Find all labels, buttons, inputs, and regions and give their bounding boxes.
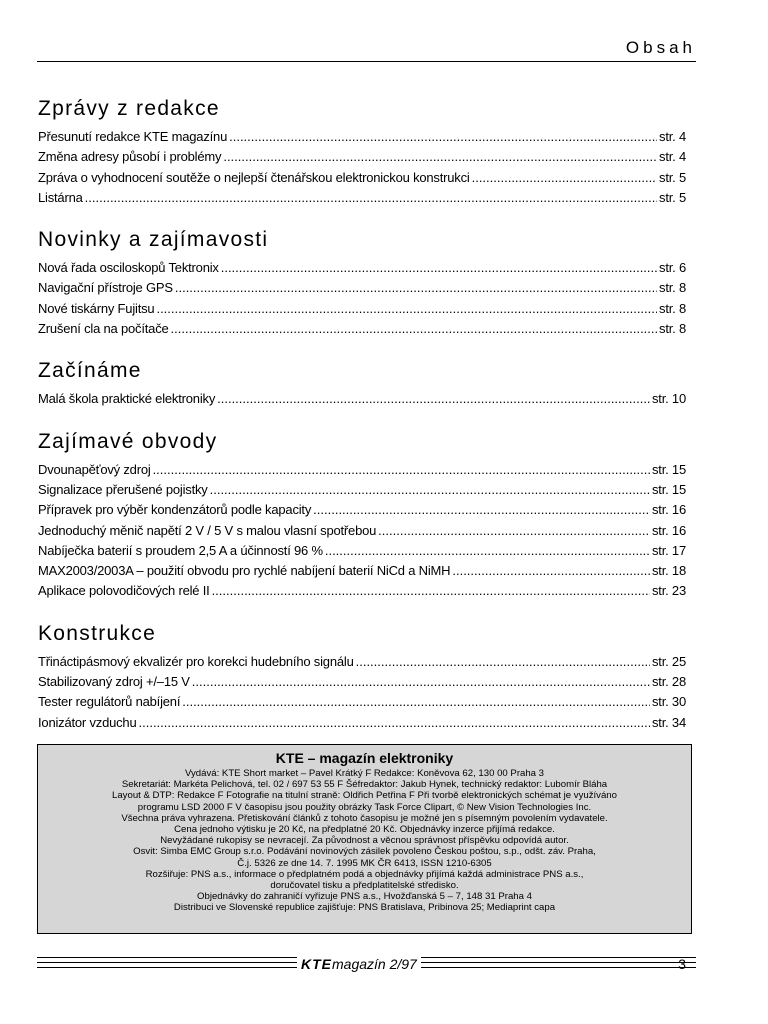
toc-entry[interactable]	[38, 561, 686, 581]
toc-entry[interactable]	[38, 127, 686, 147]
toc-entry[interactable]	[38, 389, 686, 409]
dot-leader	[153, 460, 650, 480]
imprint-line: Sekretariát: Markéta Pelichová, tel. 02 / 697 53 55 F Šéfredaktor: Jakub Hynek, technický redaktor: Lubomír Bláha	[121, 779, 608, 791]
toc-entry-title: Jednoduchý měnič napětí 2 V / 5 V s malou vlasní spotřebou	[38, 522, 377, 538]
imprint-line: Objednávky do zahraničí vyřizuje PNS a.s., Hvožďanská 5 – 7, 148 31 Praha 4	[197, 891, 532, 903]
toc-entry-page: str. 4	[659, 129, 686, 144]
toc-entry-title: Malá škola praktické elektroniky	[38, 391, 216, 407]
toc-entry[interactable]	[38, 692, 686, 712]
toc-entry-page: str. 15	[651, 461, 686, 477]
toc-entry-page: str. 8	[659, 321, 686, 337]
toc-entry[interactable]	[38, 541, 686, 561]
toc-entry[interactable]	[38, 652, 686, 672]
toc-entry-title: Zpráva o vyhodnocení soutěže o nejlepší čtenářskou elektronickou konstrukci	[38, 169, 470, 185]
toc-entry-page: str. 16	[651, 502, 686, 518]
toc-entry-page: str. 4	[659, 149, 686, 165]
dot-leader	[378, 521, 650, 541]
toc-section	[38, 356, 686, 409]
toc-entry-page: str. 10	[651, 391, 686, 407]
imprint-line: Nevyžádané rukopisy se nevracejí. Za původnost a věcnou správnost příspěvku odpovídá autor.	[160, 835, 569, 847]
toc-section	[38, 225, 686, 339]
toc-entry[interactable]	[38, 521, 686, 541]
page-header-title: Obsah	[625, 38, 696, 57]
toc-entry-page: str. 5	[659, 169, 686, 185]
toc-entry-title: MAX2003/2003A – použití obvodu pro rychlé nabíjení baterií NiCd a NiMH	[38, 563, 451, 579]
footer-page-number: 3	[678, 956, 686, 972]
toc-entry-page: str. 28	[651, 674, 686, 690]
toc-entry-title: Změna adresy působí i problémy	[38, 149, 222, 165]
toc-entry-page: str. 25	[651, 653, 686, 669]
dot-leader	[217, 389, 650, 409]
toc-entry[interactable]	[38, 713, 686, 733]
toc-entry[interactable]	[38, 319, 686, 339]
toc-entry-page: str. 5	[659, 189, 686, 205]
footer-magazine-issue: magazín 2/97	[332, 956, 417, 972]
toc-entry-title: Přesunutí redakce KTE magazínu	[38, 129, 228, 144]
imprint-line: Č.j. 5326 ze dne 14. 7. 1995 MK ČR 6413, ISSN 1210-6305	[237, 857, 492, 869]
dot-leader	[356, 652, 650, 672]
toc-entry-page: str. 30	[651, 694, 686, 710]
imprint-line: Všechna práva vyhrazena. Přetiskování článků z tohoto časopisu je možné jen s písemným povolením vydavatele.	[121, 812, 608, 824]
dot-leader	[212, 581, 650, 601]
dot-leader	[325, 541, 650, 561]
dot-leader	[85, 188, 657, 208]
toc-entry[interactable]	[38, 672, 686, 692]
imprint-line: Layout & DTP: Redakce F Fotografie na titulní straně: Oldřich Petřina F Při tvorbě elektronických schémat je využíváno	[112, 790, 617, 802]
footer-brand	[297, 956, 421, 972]
toc-entry-title: Nové tiskárny Fujitsu	[38, 300, 155, 316]
toc-entry-page: str. 8	[659, 300, 686, 316]
dot-leader	[175, 278, 657, 298]
toc-entry[interactable]	[38, 299, 686, 319]
toc-entry-page: str. 15	[651, 481, 686, 497]
toc-entry-title: Listárna	[38, 189, 83, 205]
imprint-title: KTE – magazín elektroniky	[275, 750, 454, 766]
toc-entry[interactable]	[38, 188, 686, 208]
toc-entry[interactable]	[38, 147, 686, 167]
toc-entry-page: str. 34	[651, 714, 686, 730]
toc-entry-page: str. 17	[651, 542, 686, 558]
toc-entry[interactable]	[38, 581, 686, 601]
section-heading: Zprávy z redakce	[38, 97, 220, 120]
toc-entry-page: str. 8	[659, 280, 686, 296]
imprint-line: Rozšiřuje: PNS a.s., informace o předplatném podá a objednávky přijímá každá administrace PNS a.s.,	[145, 868, 584, 880]
toc-entry-title: Přípravek pro výběr kondenzátorů podle kapacity	[38, 502, 312, 518]
dot-leader	[182, 692, 650, 712]
toc-entry[interactable]	[38, 460, 686, 480]
dot-leader	[223, 147, 657, 167]
table-of-contents	[38, 94, 686, 750]
toc-entry-title: Třináctipásmový ekvalizér pro korekci hudebního signálu	[38, 653, 354, 669]
imprint-line: doručovatel tisku a předplatitelské středisko.	[270, 880, 459, 892]
toc-entry-page: str. 18	[651, 563, 686, 579]
dot-leader	[156, 299, 657, 319]
dot-leader	[210, 480, 650, 500]
toc-entry-title: Navigační přístroje GPS	[38, 280, 173, 296]
imprint-line: Vydává: KTE Short market – Pavel Krátký F Redakce: Koněvova 62, 130 00 Praha 3	[184, 768, 545, 779]
dot-leader	[171, 319, 657, 339]
dot-leader	[313, 500, 650, 520]
toc-entry[interactable]	[38, 278, 686, 298]
toc-entry-title: Stabilizovaný zdroj +/–15 V	[38, 674, 190, 690]
toc-section	[38, 427, 686, 602]
dot-leader	[452, 561, 650, 581]
toc-entry-title: Signalizace přerušené pojistky	[38, 481, 208, 497]
dot-leader	[192, 672, 650, 692]
toc-section	[38, 94, 686, 208]
imprint-line: Distribuci ve Slovenské republice zajišťuje: PNS Bratislava, Pribinova 25; Mediaprint capa	[173, 902, 556, 914]
section-heading: Začínáme	[38, 359, 142, 383]
imprint-line: programu LSD 2000 F V časopisu jsou použity obrázky Task Force Clipart, © New Vision Technologies Inc.	[137, 801, 592, 813]
dot-leader	[229, 127, 657, 147]
section-heading: Zajímavé obvody	[38, 429, 218, 453]
header-divider	[37, 61, 696, 62]
imprint-box	[37, 744, 692, 934]
dot-leader	[139, 713, 650, 733]
imprint-line: Cena jednoho výtisku je 20 Kč, na předplatné 20 Kč. Objednávky inzerce přijímá redakce.	[174, 824, 555, 836]
toc-entry-page: str. 23	[651, 583, 686, 599]
toc-entry[interactable]	[38, 500, 686, 520]
toc-entry-title: Ionizátor vzduchu	[38, 714, 137, 730]
dot-leader	[472, 168, 657, 188]
toc-entry-title: Dvounapěťový zdroj	[38, 461, 151, 477]
toc-entry[interactable]	[38, 480, 686, 500]
toc-section	[38, 619, 686, 733]
section-heading: Konstrukce	[38, 621, 157, 645]
imprint-line: Osvit: Simba EMC Group s.r.o. Podávání novinových zásilek povoleno Českou poštou, s.p., odšt. záv. Praha,	[133, 846, 596, 858]
footer-kte-logo: KTE	[301, 956, 332, 972]
toc-entry-title: Zrušení cla na počítače	[38, 321, 169, 337]
toc-entry-title: Nová řada osciloskopů Tektronix	[38, 260, 219, 276]
toc-entry[interactable]	[38, 168, 686, 188]
toc-entry-title: Nabíječka baterií s proudem 2,5 A a účinností 96 %	[38, 542, 323, 558]
toc-entry[interactable]	[38, 258, 686, 278]
section-heading: Novinky a zajímavosti	[38, 228, 269, 252]
toc-entry-title: Aplikace polovodičových relé II	[38, 583, 210, 599]
toc-entry-page: str. 16	[651, 522, 686, 538]
dot-leader	[221, 258, 657, 278]
toc-entry-page: str. 6	[659, 260, 686, 276]
toc-entry-title: Tester regulátorů nabíjení	[38, 694, 181, 710]
